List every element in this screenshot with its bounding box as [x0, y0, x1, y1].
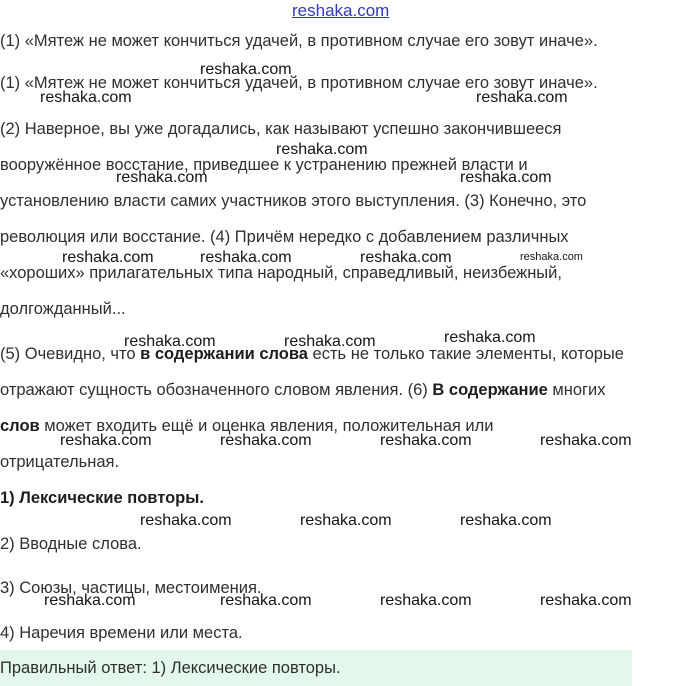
term-bold: в содержании слова	[140, 345, 308, 363]
paragraph-2-line-5: «хороших» прилагательных типа народный, справедливый, неизбежный,	[0, 264, 562, 282]
option-2: 2) Вводные слова.	[0, 535, 142, 553]
paragraph-5-line-4: отрицательная.	[0, 453, 120, 471]
watermark: reshaka.com	[200, 249, 292, 266]
watermark: reshaka.com	[44, 592, 136, 609]
watermark-small: reshaka.com	[520, 251, 583, 263]
paragraph-2-line-6: долгожданный...	[0, 300, 126, 318]
paragraph-2-line-3: установлению власти самих участников этого выступления. (3) Конечно, это	[0, 192, 587, 210]
watermark: reshaka.com	[276, 141, 368, 158]
term-bold: слов	[0, 417, 40, 435]
sentence-1-intro: (1) «Мятеж не может кончиться удачей, в противном случае его зовут иначе».	[0, 32, 598, 50]
watermark: reshaka.com	[460, 512, 552, 529]
paragraph-5-line-2: отражают сущность обозначенного словом явления. (6) В содержание многих	[0, 381, 606, 399]
paragraph-5-line-3: слов может входить ещё и оценка явления, положительная или	[0, 417, 494, 435]
watermark: reshaka.com	[380, 592, 472, 609]
watermark: reshaka.com	[284, 333, 376, 350]
watermark: reshaka.com	[476, 89, 568, 106]
watermark: reshaka.com	[444, 329, 536, 346]
watermark: reshaka.com	[140, 512, 232, 529]
watermark: reshaka.com	[116, 169, 208, 186]
option-3: 3) Союзы, частицы, местоимения.	[0, 579, 262, 597]
answer-text: Правильный ответ: 1) Лексические повторы.	[0, 659, 341, 677]
watermark: reshaka.com	[60, 432, 152, 449]
watermark: reshaka.com	[200, 61, 292, 78]
watermark: reshaka.com	[220, 592, 312, 609]
watermark: reshaka.com	[540, 592, 632, 609]
watermark: reshaka.com	[540, 432, 632, 449]
term-bold: В содержание	[432, 381, 548, 399]
paragraph-5-line-1: (5) Очевидно, что в содержании слова есть не только такие элементы, которые	[0, 345, 624, 363]
watermark-top[interactable]: reshaka.com	[292, 1, 390, 20]
watermark: reshaka.com	[380, 432, 472, 449]
watermark: reshaka.com	[124, 333, 216, 350]
watermark: reshaka.com	[62, 249, 154, 266]
option-1: 1) Лексические повторы.	[0, 489, 204, 507]
watermark: reshaka.com	[40, 89, 132, 106]
watermark: reshaka.com	[220, 432, 312, 449]
answer-box	[0, 650, 632, 686]
option-4: 4) Наречия времени или места.	[0, 624, 243, 642]
watermark: reshaka.com	[300, 512, 392, 529]
watermark: reshaka.com	[360, 249, 452, 266]
paragraph-2-line-4: революция или восстание. (4) Причём нередко с добавлением различных	[0, 228, 569, 246]
watermark: reshaka.com	[460, 169, 552, 186]
paragraph-2-line-1: (2) Наверное, вы уже догадались, как называют успешно закончившееся	[0, 120, 562, 138]
paragraph-2-line-2: вооружённое восстание, приведшее к устранению прежней власти и	[0, 156, 528, 174]
sentence-1: (1) «Мятеж не может кончиться удачей, в противном случае его зовут иначе».	[0, 74, 598, 92]
